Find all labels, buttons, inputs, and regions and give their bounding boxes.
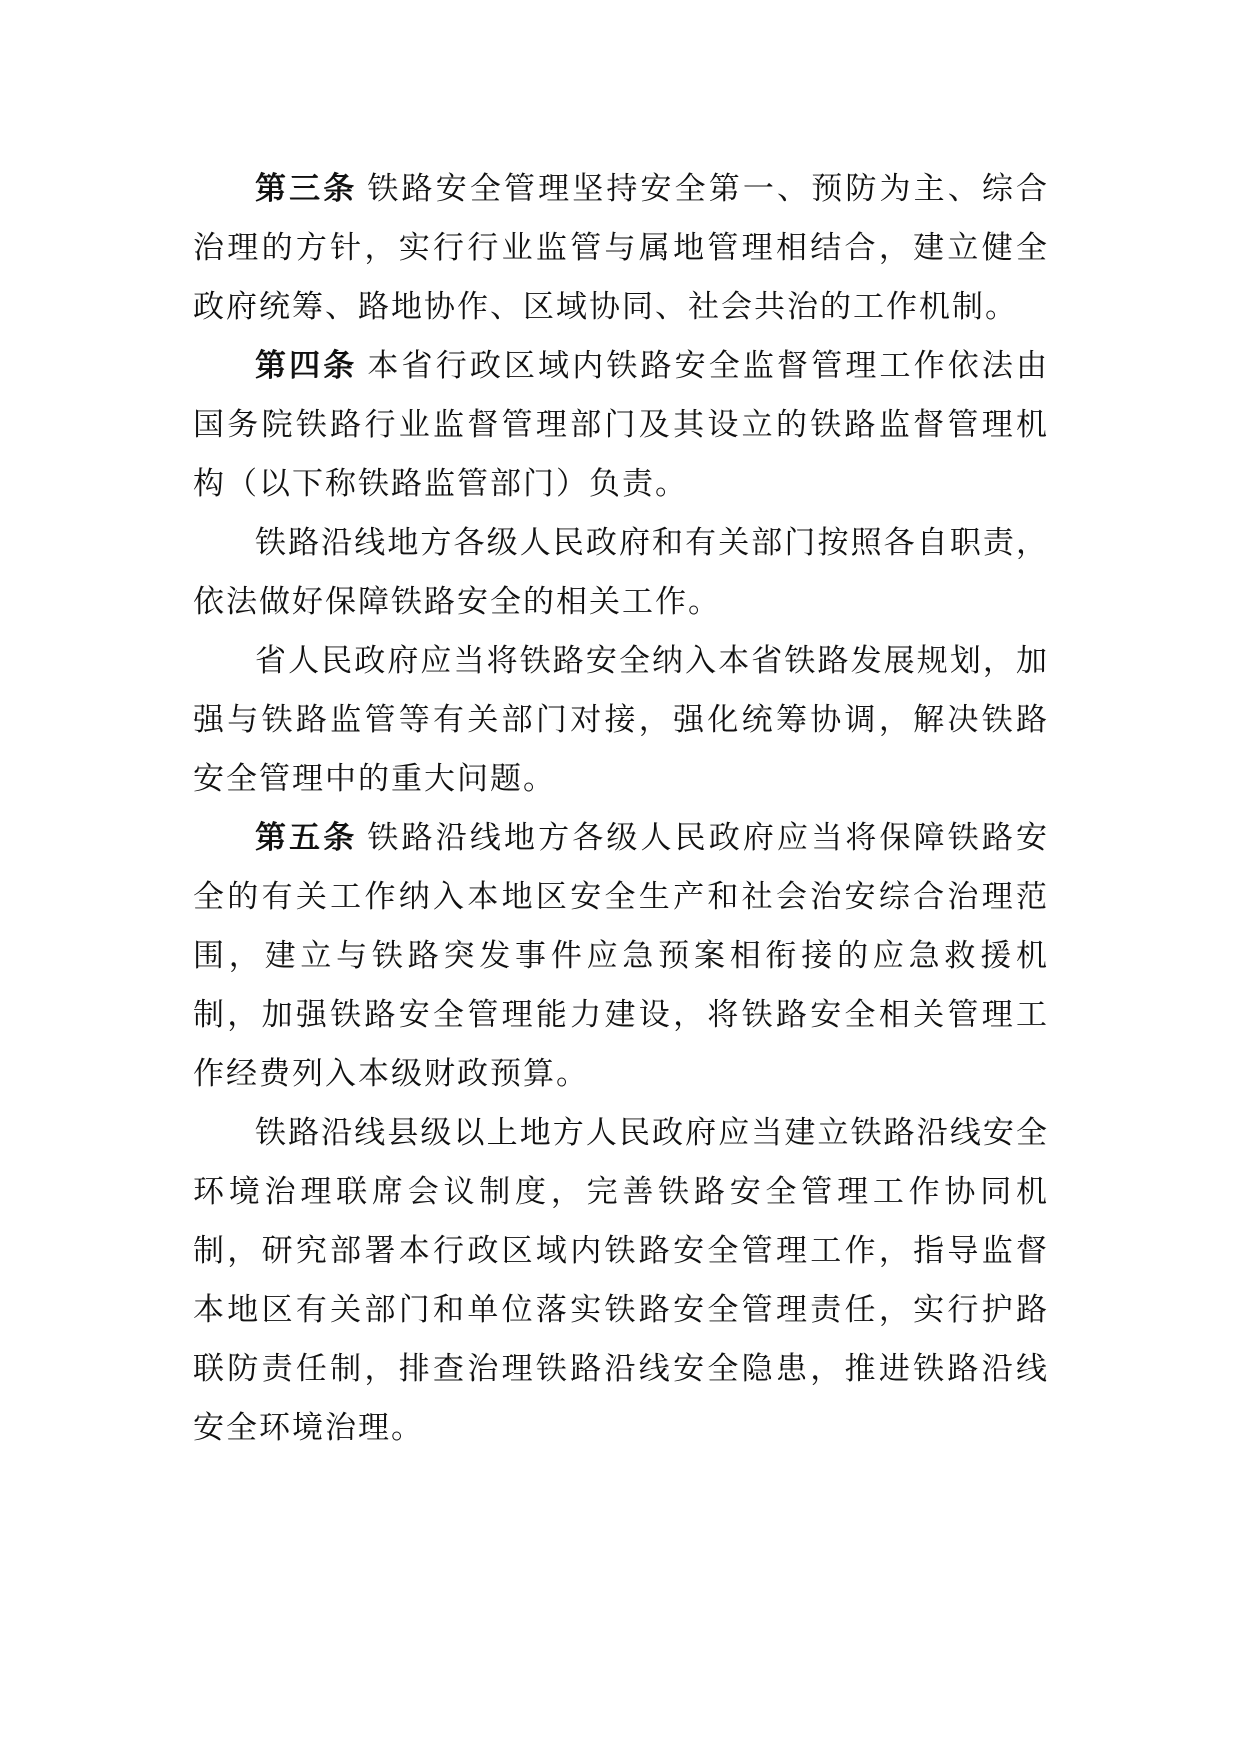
paragraph-text: 铁路沿线地方各级人民政府和有关部门按照各自职责，依法做好保障铁路安全的相关工作。 <box>193 525 1049 620</box>
article-number: 第五条 <box>255 820 358 856</box>
paragraph-text: 本省行政区域内铁路安全监督管理工作依法由国务院铁路行业监督管理部门及其设立的铁路监督管理机构（以下称铁路监管部门）负责。 <box>193 348 1050 502</box>
paragraph-text: 省人民政府应当将铁路安全纳入本省铁路发展规划，加强与铁路监管等有关部门对接，强化统筹协调，解决铁路安全管理中的重大问题。 <box>193 643 1049 797</box>
paragraph-text: 铁路沿线县级以上地方人民政府应当建立铁路沿线安全环境治理联席会议制度，完善铁路安全管理工作协同机制，研究部署本行政区域内铁路安全管理工作，指导监督本地区有关部门和单位落实铁路安全管理责任，实行护路联防责任制，排查治理铁路沿线安全隐患，推进铁路沿线安全环境治理。 <box>193 1115 1049 1446</box>
paragraph-article-3 <box>193 160 1049 337</box>
paragraph-article-5-clause-2 <box>193 1104 1049 1458</box>
paragraph-text: 铁路安全管理坚持安全第一、预防为主、综合治理的方针，实行行业监管与属地管理相结合，建立健全政府统筹、路地协作、区域协同、社会共治的工作机制。 <box>193 171 1050 325</box>
paragraph-article-4-clause-3 <box>193 632 1049 809</box>
paragraph-text: 铁路沿线地方各级人民政府应当将保障铁路安全的有关工作纳入本地区安全生产和社会治安综合治理范围，建立与铁路突发事件应急预案相衔接的应急救援机制，加强铁路安全管理能力建设，将铁路安全相关管理工作经费列入本级财政预算。 <box>193 820 1050 1092</box>
article-number: 第三条 <box>255 171 358 207</box>
paragraph-article-4 <box>193 337 1049 514</box>
paragraph-article-5 <box>193 809 1049 1104</box>
article-number: 第四条 <box>255 348 358 384</box>
paragraph-article-4-clause-2 <box>193 514 1049 632</box>
document-body <box>193 160 1049 1458</box>
